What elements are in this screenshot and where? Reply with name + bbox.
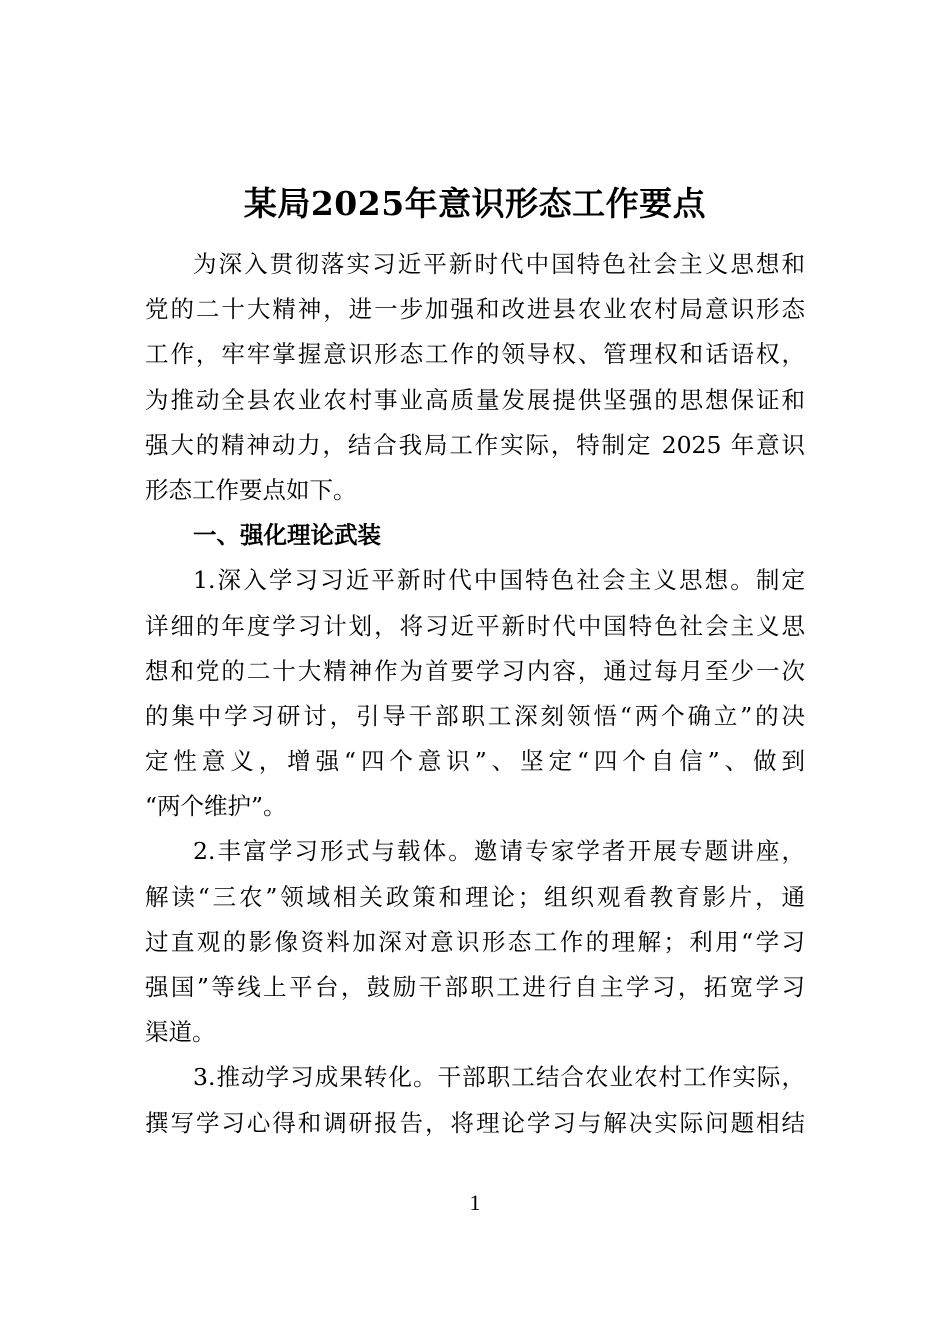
intro-paragraph-line: 工作，牢牢掌握意识形态工作的领导权、管理权和话语权， [145, 340, 805, 369]
section-heading: 一、强化理论武装 [193, 521, 381, 550]
item2-paragraph-line: 2.丰富学习形式与载体。邀请专家学者开展专题讲座， [193, 837, 805, 866]
page-number: 1 [469, 1190, 481, 1215]
intro-paragraph-line: 党的二十大精神，进一步加强和改进县农业农村局意识形态 [145, 295, 805, 324]
item3-paragraph-line: 3.推动学习成果转化。干部职工结合农业农村工作实际， [193, 1063, 805, 1092]
item1-paragraph-line: 想和党的二十大精神作为首要学习内容，通过每月至少一次 [145, 656, 805, 685]
intro-paragraph-line: 为深入贯彻落实习近平新时代中国特色社会主义思想和 [193, 250, 805, 278]
intro-paragraph-line: 形态工作要点如下。 [145, 475, 357, 504]
item1-paragraph-line: 的集中学习研讨，引导干部职工深刻领悟“两个确立”的决 [145, 701, 805, 730]
item1-paragraph-line: 定性意义，增强“四个意识”、坚定“四个自信”、做到 [145, 747, 805, 776]
document-body [145, 242, 805, 1146]
item3-paragraph-line: 撰写学习心得和调研报告，将理论学习与解决实际问题相结 [145, 1108, 805, 1137]
item1-paragraph-line: 详细的年度学习计划，将习近平新时代中国特色社会主义思 [145, 611, 805, 640]
intro-paragraph-line: 强大的精神动力，结合我局工作实际，特制定 2025 年意识 [145, 430, 805, 459]
item1-paragraph-line: “两个维护”。 [145, 792, 287, 821]
item2-paragraph-line: 解读“三农”领域相关政策和理论；组织观看教育影片，通 [145, 882, 805, 911]
item2-paragraph-line: 过直观的影像资料加深对意识形态工作的理解；利用“学习 [145, 927, 805, 956]
intro-paragraph-line: 为推动全县农业农村事业高质量发展提供坚强的思想保证和 [145, 385, 805, 414]
document-title: 某局2025年意识形态工作要点 [243, 184, 707, 223]
item2-paragraph-line: 渠道。 [145, 1018, 216, 1047]
item2-paragraph-line: 强国”等线上平台，鼓励干部职工进行自主学习，拓宽学习 [145, 973, 805, 1001]
item1-paragraph-line: 1.深入学习习近平新时代中国特色社会主义思想。制定 [193, 566, 805, 595]
